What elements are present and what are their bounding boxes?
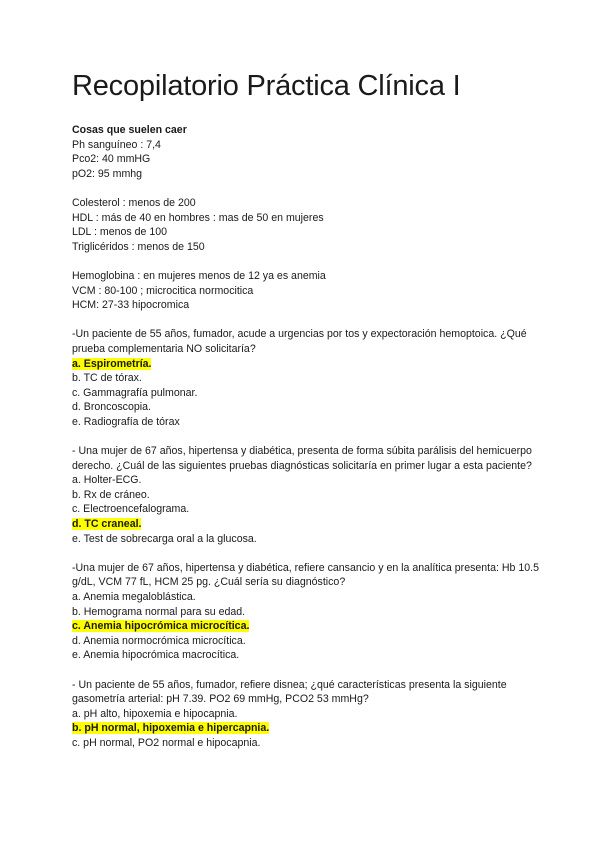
answer-option: c. pH normal, PO2 normal e hipocapnia.	[72, 736, 261, 749]
answer-option: d. Broncoscopia.	[72, 401, 151, 414]
correct-answer-option: d. TC craneal.	[72, 518, 142, 531]
value-line: Ph sanguíneo : 7,4	[72, 138, 161, 151]
value-line: HCM: 27-33 hipocromica	[72, 299, 190, 312]
paragraph-gap	[72, 313, 542, 328]
answer-option: e. Anemia hipocrómica macrocítica.	[72, 649, 240, 662]
paragraph-gap	[72, 546, 542, 561]
paragraph-gap	[72, 663, 542, 678]
value-line: Pco2: 40 mmHG	[72, 153, 151, 166]
paragraph-gap	[72, 254, 542, 269]
answer-option: a. pH alto, hipoxemia e hipocapnia.	[72, 707, 238, 720]
value-line: Hemoglobina : en mujeres menos de 12 ya es anemia	[72, 269, 326, 282]
answer-option: b. Rx de cráneo.	[72, 488, 150, 501]
value-line: pO2: 95 mmhg	[72, 167, 143, 180]
answer-option: d. Anemia normocrómica microcítica.	[72, 634, 246, 647]
document-body	[72, 123, 542, 751]
answer-option: a. Anemia megaloblástica.	[72, 591, 196, 603]
answer-option: c. Electroencefalograma.	[72, 503, 190, 516]
answer-option: a. Holter-ECG.	[72, 474, 142, 487]
value-line: Triglicéridos : menos de 150	[72, 240, 205, 253]
answer-option: c. Gammagrafía pulmonar.	[72, 386, 198, 399]
correct-answer-option: a. Espirometría.	[72, 357, 152, 370]
answer-option: e. Radiografía de tórax	[72, 415, 180, 428]
document-title: Recopilatorio Práctica Clínica I	[72, 70, 461, 102]
question-text: - Un paciente de 55 años, fumador, refiere disnea; ¿qué características presenta la siguiente gasometría arterial: pH 7.39. PO2 69 mmHg, PCO2 53 mmHg?	[72, 678, 507, 706]
answer-option: b. Hemograma normal para su edad.	[72, 605, 246, 618]
section-heading: Cosas que suelen caer	[72, 124, 187, 136]
value-line: Colesterol : menos de 200	[72, 196, 196, 209]
value-line: LDL : menos de 100	[72, 226, 168, 239]
paragraph-gap	[72, 429, 542, 444]
question-text: -Un paciente de 55 años, fumador, acude a urgencias por tos y expectoración hemoptoica. ¿Qué prueba complementaria NO solicitaría?	[72, 328, 527, 355]
question-text: -Una mujer de 67 años, hipertensa y diabética, refiere cansancio y en la analítica presenta: Hb 10.5 g/dL, VCM 77 fL, HCM 25 pg. ¿Cuál sería su diagnóstico?	[72, 561, 539, 589]
paragraph-gap	[72, 181, 542, 196]
correct-answer-option: b. pH normal, hipoxemia e hipercapnia.	[72, 722, 270, 735]
correct-answer-option: c. Anemia hipocrómica microcítica.	[72, 620, 250, 633]
value-line: HDL : más de 40 en hombres : mas de 50 en mujeres	[72, 211, 324, 224]
answer-option: e. Test de sobrecarga oral a la glucosa.	[72, 532, 257, 545]
question-text: - Una mujer de 67 años, hipertensa y diabética, presenta de forma súbita parálisis del hemicuerpo derecho. ¿Cuál de las siguientes pruebas diagnósticas solicitaría en primer lugar a esta paciente?	[72, 445, 532, 472]
value-line: VCM : 80-100 ; microcitica normocitica	[72, 284, 254, 297]
answer-option: b. TC de tórax.	[72, 372, 142, 385]
